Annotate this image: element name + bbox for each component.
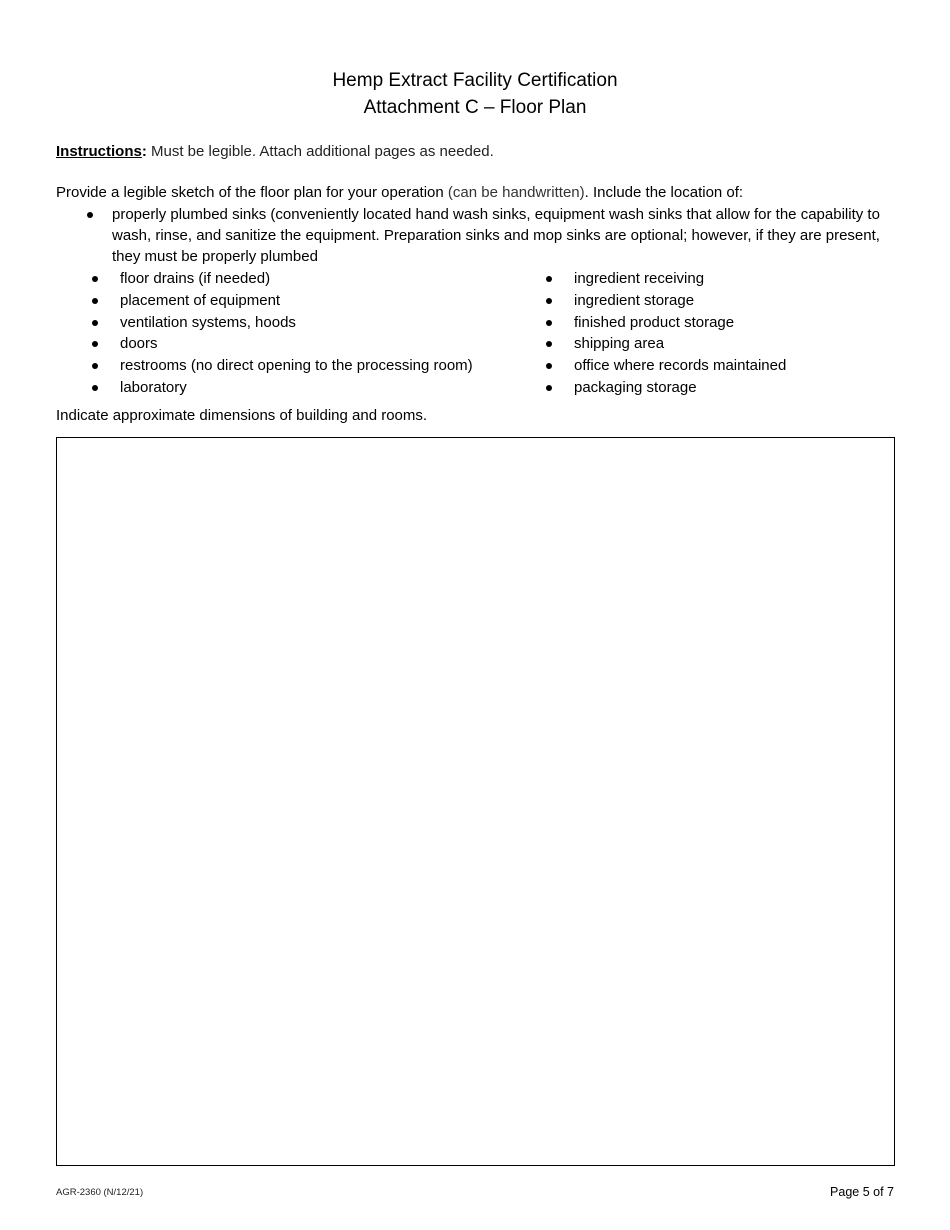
list-item [546, 377, 906, 399]
list-item-text: floor drains (if needed) [120, 270, 271, 287]
floor-plan-sketch-area[interactable] [56, 437, 895, 1166]
list-item [92, 355, 532, 377]
list-item-text: ventilation systems, hoods [120, 313, 296, 331]
sinks-bullet-text: properly plumbed sinks (conveniently located hand wash sinks, equipment wash sinks that allow for the capability to wash, rinse, and sanitize the equipment. Preparation sinks and mop sinks are optional; however, if they are present, they must be properly plumbed [112, 206, 880, 265]
dimensions-note: Indicate approximate dimensions of building and rooms. [56, 407, 428, 424]
list-item [92, 268, 532, 290]
list-item-text: ingredient storage [574, 291, 695, 309]
bullet-icon [546, 276, 552, 282]
right-bullet-list [546, 268, 906, 399]
intro-paragraph [56, 182, 916, 203]
list-item [546, 333, 906, 355]
bullet-icon [92, 320, 98, 326]
list-item-text: packaging storage [574, 378, 697, 396]
list-item [92, 333, 532, 355]
list-item [546, 290, 906, 312]
bullet-icon [546, 341, 552, 347]
bullet-icon [92, 363, 98, 369]
list-item-text: office where records maintained [574, 357, 787, 375]
list-item-text: restrooms (no direct opening to the processing room) [120, 357, 473, 375]
list-item [92, 377, 532, 399]
intro-part2: (can be handwritten) [447, 184, 585, 201]
bullet-icon [92, 298, 98, 304]
bullet-icon [92, 276, 98, 282]
instructions-colon: : [141, 143, 147, 160]
list-item-text: laboratory [120, 378, 187, 396]
bullet-icon [87, 212, 93, 218]
list-item [92, 312, 532, 334]
list-item-text: ingredient receiving [574, 270, 705, 287]
list-item-text: doors [120, 335, 158, 353]
intro-part1: Provide a legible sketch of the floor plan for your operation [56, 184, 448, 201]
list-item-text: finished product storage [574, 313, 735, 331]
bullet-icon [546, 320, 552, 326]
list-item [546, 268, 906, 290]
list-item [546, 355, 906, 377]
bullet-icon [92, 385, 98, 391]
bullet-icon [546, 298, 552, 304]
bullet-icon [546, 385, 552, 391]
document-title: Hemp Extract Facility Certification [332, 70, 618, 91]
list-item [92, 290, 532, 312]
bullet-icon [546, 363, 552, 369]
instructions-label: Instructions [56, 143, 142, 160]
left-bullet-list [92, 268, 532, 399]
bullet-icon [92, 341, 98, 347]
form-id: AGR-2360 (N/12/21) [56, 1187, 144, 1198]
list-item [546, 312, 906, 334]
intro-part3: . Include the location of: [584, 184, 744, 201]
document-subtitle: Attachment C – Floor Plan [363, 97, 587, 118]
instructions-text: Must be legible. Attach additional pages as needed. [146, 143, 494, 160]
list-item-text: shipping area [574, 335, 665, 353]
page-number: Page 5 of 7 [830, 1185, 894, 1199]
instructions [56, 141, 494, 162]
list-item-text: placement of equipment [120, 291, 281, 309]
